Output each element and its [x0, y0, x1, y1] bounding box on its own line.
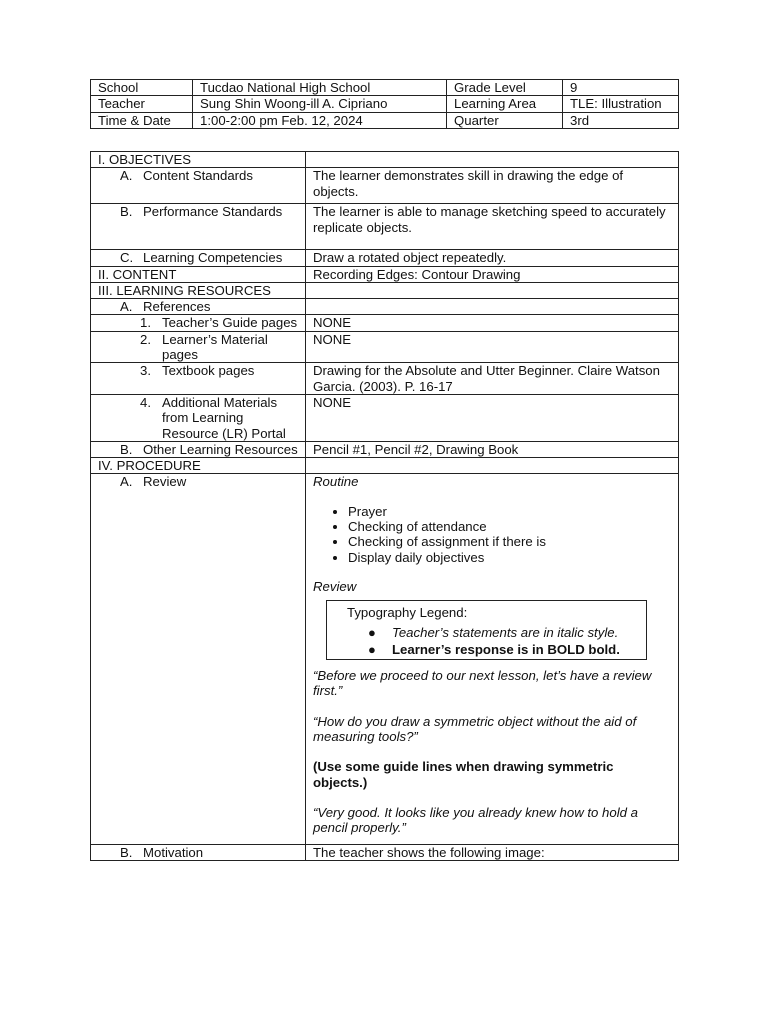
- item-number: 1.: [140, 315, 151, 331]
- row-learners-material: [91, 331, 679, 363]
- item-number: A.: [120, 168, 133, 184]
- teacher-question: “How do you draw a symmetric object without the aid of measuring tools?”: [313, 713, 637, 745]
- legend-item-bold: [368, 642, 646, 657]
- legend-title: Typography Legend:: [347, 605, 468, 621]
- label-school: School: [91, 80, 193, 96]
- routine-item: • Prayer: [348, 504, 671, 519]
- teacher-feedback: “Very good. It looks like you already knew how to hold a pencil properly.”: [313, 804, 638, 836]
- legend-item-italic: [368, 625, 646, 640]
- row-objectives: [91, 152, 679, 168]
- value-content: Recording Edges: Contour Drawing: [306, 266, 679, 282]
- routine-item: • Display daily objectives: [348, 550, 671, 565]
- row-teachers-guide: [91, 315, 679, 331]
- row-other-resources: [91, 441, 679, 457]
- label-other-resources: Other Learning Resources: [143, 441, 298, 457]
- header-row-school: [91, 80, 679, 96]
- row-learning-competencies: [91, 250, 679, 266]
- value-learners-material: NONE: [306, 331, 679, 363]
- item-number: B.: [120, 441, 133, 457]
- row-review: [91, 474, 679, 844]
- routine-item: • Checking of assignment if there is: [348, 534, 671, 549]
- header-info-table: [90, 79, 679, 129]
- review-content: [306, 474, 679, 844]
- row-performance-standards: [91, 204, 679, 250]
- value-motivation: The teacher shows the following image:: [306, 844, 679, 860]
- heading-objectives: I. OBJECTIVES: [91, 152, 306, 168]
- item-number: A.: [120, 299, 133, 315]
- label-teacher: Teacher: [91, 96, 193, 112]
- value-other-resources: Pencil #1, Pencil #2, Drawing Book: [306, 441, 679, 457]
- row-content: [91, 266, 679, 282]
- label-learning-area: Learning Area: [447, 96, 563, 112]
- value-time-date: 1:00-2:00 pm Feb. 12, 2024: [193, 112, 447, 128]
- header-row-teacher: [91, 96, 679, 112]
- value-quarter: 3rd: [563, 112, 679, 128]
- label-content-standards: Content Standards: [143, 168, 253, 184]
- review-title: Review: [313, 578, 357, 594]
- row-references: [91, 299, 679, 315]
- label-learners-material: Learner’s Material pages: [162, 331, 268, 363]
- item-number: C.: [120, 250, 134, 266]
- value-teachers-guide: NONE: [306, 315, 679, 331]
- label-quarter: Quarter: [447, 112, 563, 128]
- value-content-standards: The learner demonstrates skill in drawing the edge of objects.: [306, 168, 679, 204]
- learner-response: (Use some guide lines when drawing symmetric objects.): [313, 759, 614, 790]
- label-performance-standards: Performance Standards: [143, 204, 283, 220]
- label-review: Review: [143, 474, 187, 490]
- row-content-standards: [91, 168, 679, 204]
- teacher-statement: “Before we proceed to our next lesson, let’s have a review first.”: [313, 668, 652, 699]
- value-learning-competencies: Draw a rotated object repeatedly.: [306, 250, 679, 266]
- value-learning-area: TLE: Illustration: [563, 96, 679, 112]
- heading-learning-resources: III. LEARNING RESOURCES: [91, 282, 306, 298]
- label-time-date: Time & Date: [91, 112, 193, 128]
- typography-legend-box: [326, 600, 647, 660]
- legend-italic-text: Teacher’s statements are in italic style.: [392, 624, 619, 640]
- bullet-icon: ●: [368, 624, 376, 640]
- value-grade-level: 9: [563, 80, 679, 96]
- routine-item: • Checking of attendance: [348, 519, 671, 534]
- routine-list: [313, 504, 671, 565]
- item-number: B.: [120, 844, 133, 860]
- row-additional-materials: [91, 394, 679, 441]
- row-textbook: [91, 363, 679, 395]
- heading-procedure: IV. PROCEDURE: [91, 458, 306, 474]
- bullet-icon: ●: [368, 641, 376, 657]
- row-learning-resources: [91, 282, 679, 298]
- item-number: A.: [120, 474, 133, 490]
- value-teacher: Sung Shin Woong-ill A. Cipriano: [193, 96, 447, 112]
- label-references: References: [143, 299, 211, 315]
- heading-content: II. CONTENT: [91, 266, 306, 282]
- item-number: 4.: [140, 394, 151, 410]
- row-procedure: [91, 458, 679, 474]
- label-grade-level: Grade Level: [447, 80, 563, 96]
- legend-bold-text: Learner’s response is in BOLD bold.: [392, 641, 620, 657]
- item-number: 2.: [140, 331, 151, 347]
- item-number: 3.: [140, 363, 151, 379]
- value-additional-materials: NONE: [306, 394, 679, 441]
- value-performance-standards: The learner is able to manage sketching speed to accurately replicate objects.: [306, 204, 679, 250]
- lesson-plan-table: [90, 151, 679, 861]
- row-motivation: [91, 844, 679, 860]
- label-motivation: Motivation: [143, 844, 204, 860]
- header-row-time: [91, 112, 679, 128]
- value-school: Tucdao National High School: [193, 80, 447, 96]
- label-learning-competencies: Learning Competencies: [143, 250, 283, 266]
- label-textbook: Textbook pages: [162, 363, 255, 379]
- item-number: B.: [120, 204, 133, 220]
- label-additional-materials: Additional Materials from Learning Resource (LR) Portal: [162, 394, 286, 441]
- label-teachers-guide: Teacher’s Guide pages: [162, 315, 298, 331]
- routine-title: Routine: [313, 474, 359, 490]
- value-textbook: Drawing for the Absolute and Utter Beginner. Claire Watson Garcia. (2003). P. 16-17: [306, 363, 679, 395]
